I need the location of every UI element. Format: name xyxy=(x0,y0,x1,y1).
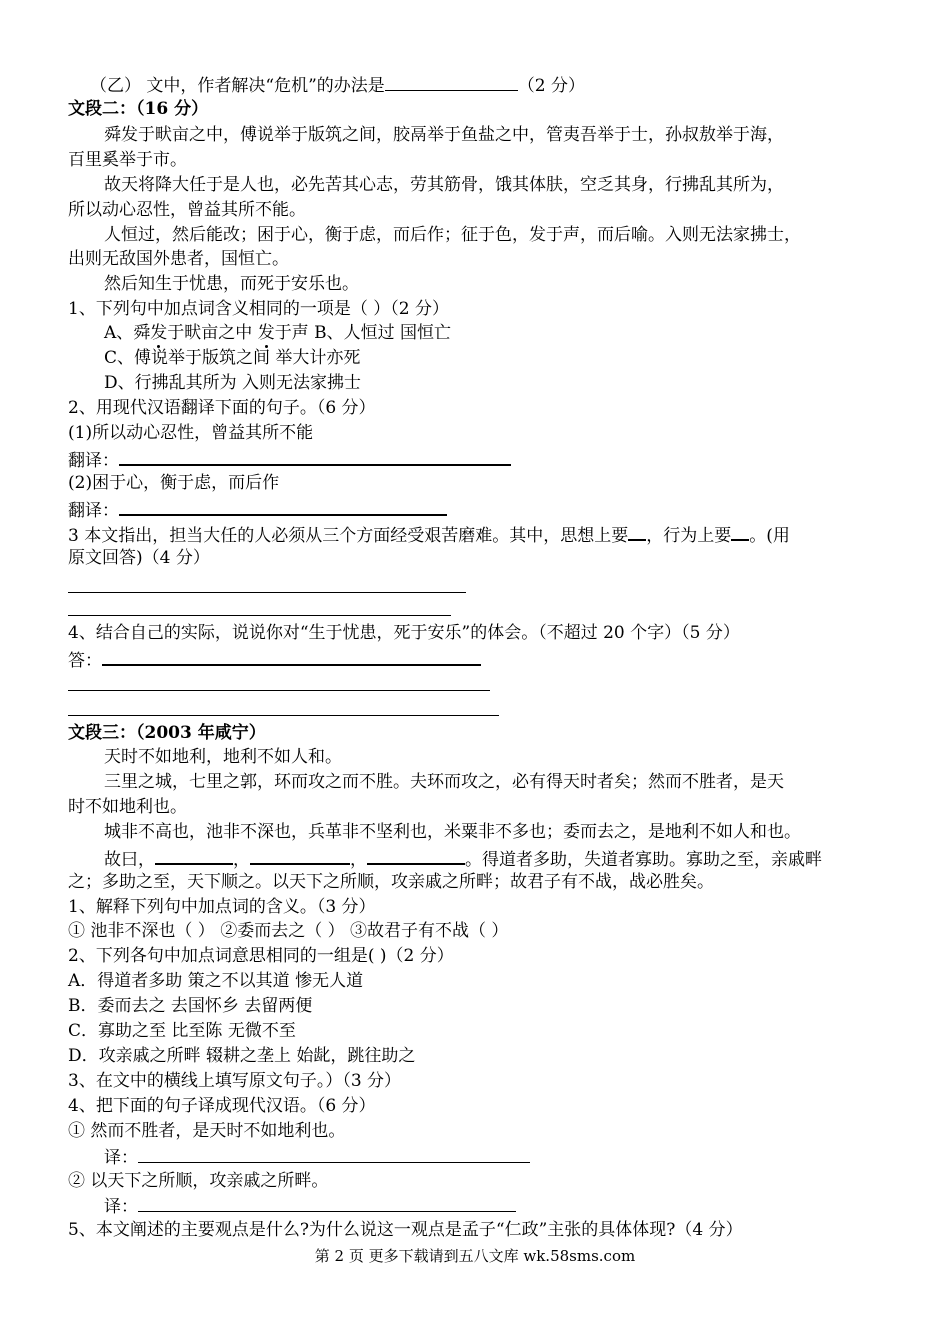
section3-paragraph: 之；多助之至，天下顺之。以天下之所顺，攻亲戚之所畔；故君子有不战，战必胜矣。 xyxy=(68,872,714,892)
section2-paragraph: 所以动心忍性，曾益其所不能。 xyxy=(68,200,306,220)
section3-paragraph-fill: 故曰， ， ， 。得道者多助，失道者寡助。寡助之至，亲戚畔 xyxy=(104,846,898,868)
section3-q4-sentence-1: ① 然而不胜者，是天时不如地利也。 xyxy=(68,1121,346,1141)
section3-q2-option-a: A．得道者多助 策之不以其道 惨无人道 xyxy=(68,971,364,991)
section2-question-4: 4、结合自己的实际，说说你对“生于忧患，死于安乐”的体会。（不超过 20 个字）（5 分） xyxy=(68,623,740,643)
dotted-char: 发 xyxy=(150,323,168,343)
section2-q2-sentence-2: (2)困于心，衡于虑，而后作 xyxy=(68,473,280,493)
section3-q1-items: ① 池非不深也（ ） ②委而去之（ ） ③故君子有不战（ ） xyxy=(68,921,509,941)
translate-line: 翻译： xyxy=(68,447,898,469)
section3-q2-option-b: B．委而去之 去国怀乡 去留两便 xyxy=(68,996,313,1016)
answer-blank xyxy=(731,522,749,541)
section3-question-1: 1、解释下列句中加点词的含义。（3 分） xyxy=(68,897,376,917)
page-footer: 第 2 页 更多下载请到五八文库 wk.58sms.com xyxy=(314,1247,636,1265)
answer-blank xyxy=(138,1194,516,1212)
section2-question-2: 2、用现代汉语翻译下面的句子。（6 分） xyxy=(68,398,376,418)
section3-question-5: 5、本文阐述的主要观点是什么?为什么说这一观点是孟子“仁政”主张的具体体现?（4 分） xyxy=(68,1220,743,1240)
section2-question-3-cont: 原文回答)（4 分） xyxy=(68,548,210,568)
section2-question-1: 1、下列句中加点词含义相同的一项是（ ）（2 分） xyxy=(68,299,449,319)
section2-paragraph: 舜发于畎亩之中，傅说举于版筑之间，胶鬲举于鱼盐之中，管夷吾举于士，孙叔敖举于海， xyxy=(104,125,784,145)
section3-q2-option-d: D．攻亲戚之所畔 辍耕之垄上 始龀，跳往助之 xyxy=(68,1046,416,1066)
section2-paragraph: 出则无敌国外患者，国恒亡。 xyxy=(68,249,289,269)
answer-blank xyxy=(102,647,481,666)
section2-paragraph: 百里奚举于市。 xyxy=(68,150,187,170)
answer-blank xyxy=(367,846,465,865)
section3-q4-sentence-2: ② 以天下之所顺，攻亲戚之所畔。 xyxy=(68,1171,329,1191)
translate-line: 翻译： xyxy=(68,497,898,519)
section2-heading: 文段二：（16 分） xyxy=(68,99,209,119)
question-yi: （乙） 文中，作者解决“危机”的办法是 （2 分） xyxy=(90,73,920,95)
answer-line xyxy=(68,615,451,616)
section2-paragraph: 故天将降大任于是人也，必先苦其心志，劳其筋骨，饿其体肤，空乏其身，行拂乱其所为， xyxy=(104,175,784,195)
section2-paragraph: 人恒过，然后能改；困于心，衡于虑，而后作；征于色，发于声，而后喻。入则无法家拂士， xyxy=(104,225,801,245)
section3-paragraph: 天时不如地利，地利不如人和。 xyxy=(104,747,342,767)
section3-question-2: 2、下列各句中加点词意思相同的一组是( )（2 分） xyxy=(68,946,454,966)
section3-paragraph: 时不如地利也。 xyxy=(68,797,187,817)
section3-question-3: 3、在文中的横线上填写原文句子。）（3 分） xyxy=(68,1071,402,1091)
answer-line xyxy=(68,690,490,691)
section3-paragraph: 城非不高也，池非不深也，兵革非不坚利也，米粟非不多也；委而去之，是地利不如人和也。 xyxy=(104,822,801,842)
answer-blank xyxy=(250,846,350,865)
section3-heading: 文段三：（2003 年咸宁） xyxy=(68,723,266,743)
section2-q1-option-ab: A、舜发于畎亩之中 发于声 B、人恒过 国恒亡 xyxy=(104,323,451,343)
translate-line: 译： xyxy=(104,1145,898,1167)
answer-blank xyxy=(385,73,518,91)
answer-blank xyxy=(119,497,447,516)
dotted-char: 发 xyxy=(257,323,275,343)
section3-q2-option-c: C．寡助之至 比至陈 无微不至 xyxy=(68,1021,296,1041)
section2-question-3: 3 本文指出，担当大任的人必须从三个方面经受艰苦磨难。其中，思想上要 ，行为上要 。(用 xyxy=(68,522,898,544)
section3-paragraph: 三里之城，七里之郭，环而攻之而不胜。夫环而攻之，必有得天时者矣；然而不胜者，是天 xyxy=(104,772,784,792)
section2-paragraph: 然后知生于忧患，而死于安乐也。 xyxy=(104,274,359,294)
section3-question-4: 4、把下面的句子译成现代汉语。（6 分） xyxy=(68,1096,376,1116)
section2-q1-option-d: D、行拂乱其所为 入则无法家拂士 xyxy=(104,373,362,393)
answer-line xyxy=(68,592,466,593)
answer-blank xyxy=(155,846,233,865)
section2-q1-option-c: C、傅说举于版筑之间 举大计亦死 xyxy=(104,348,361,368)
answer-line-row: 答： xyxy=(68,647,898,669)
answer-line xyxy=(68,715,499,716)
answer-blank xyxy=(138,1145,530,1163)
section2-q2-sentence-1: (1)所以动心忍性，曾益其所不能 xyxy=(68,423,314,443)
translate-line: 译： xyxy=(104,1194,898,1216)
answer-blank xyxy=(628,522,646,541)
answer-blank xyxy=(119,447,511,466)
